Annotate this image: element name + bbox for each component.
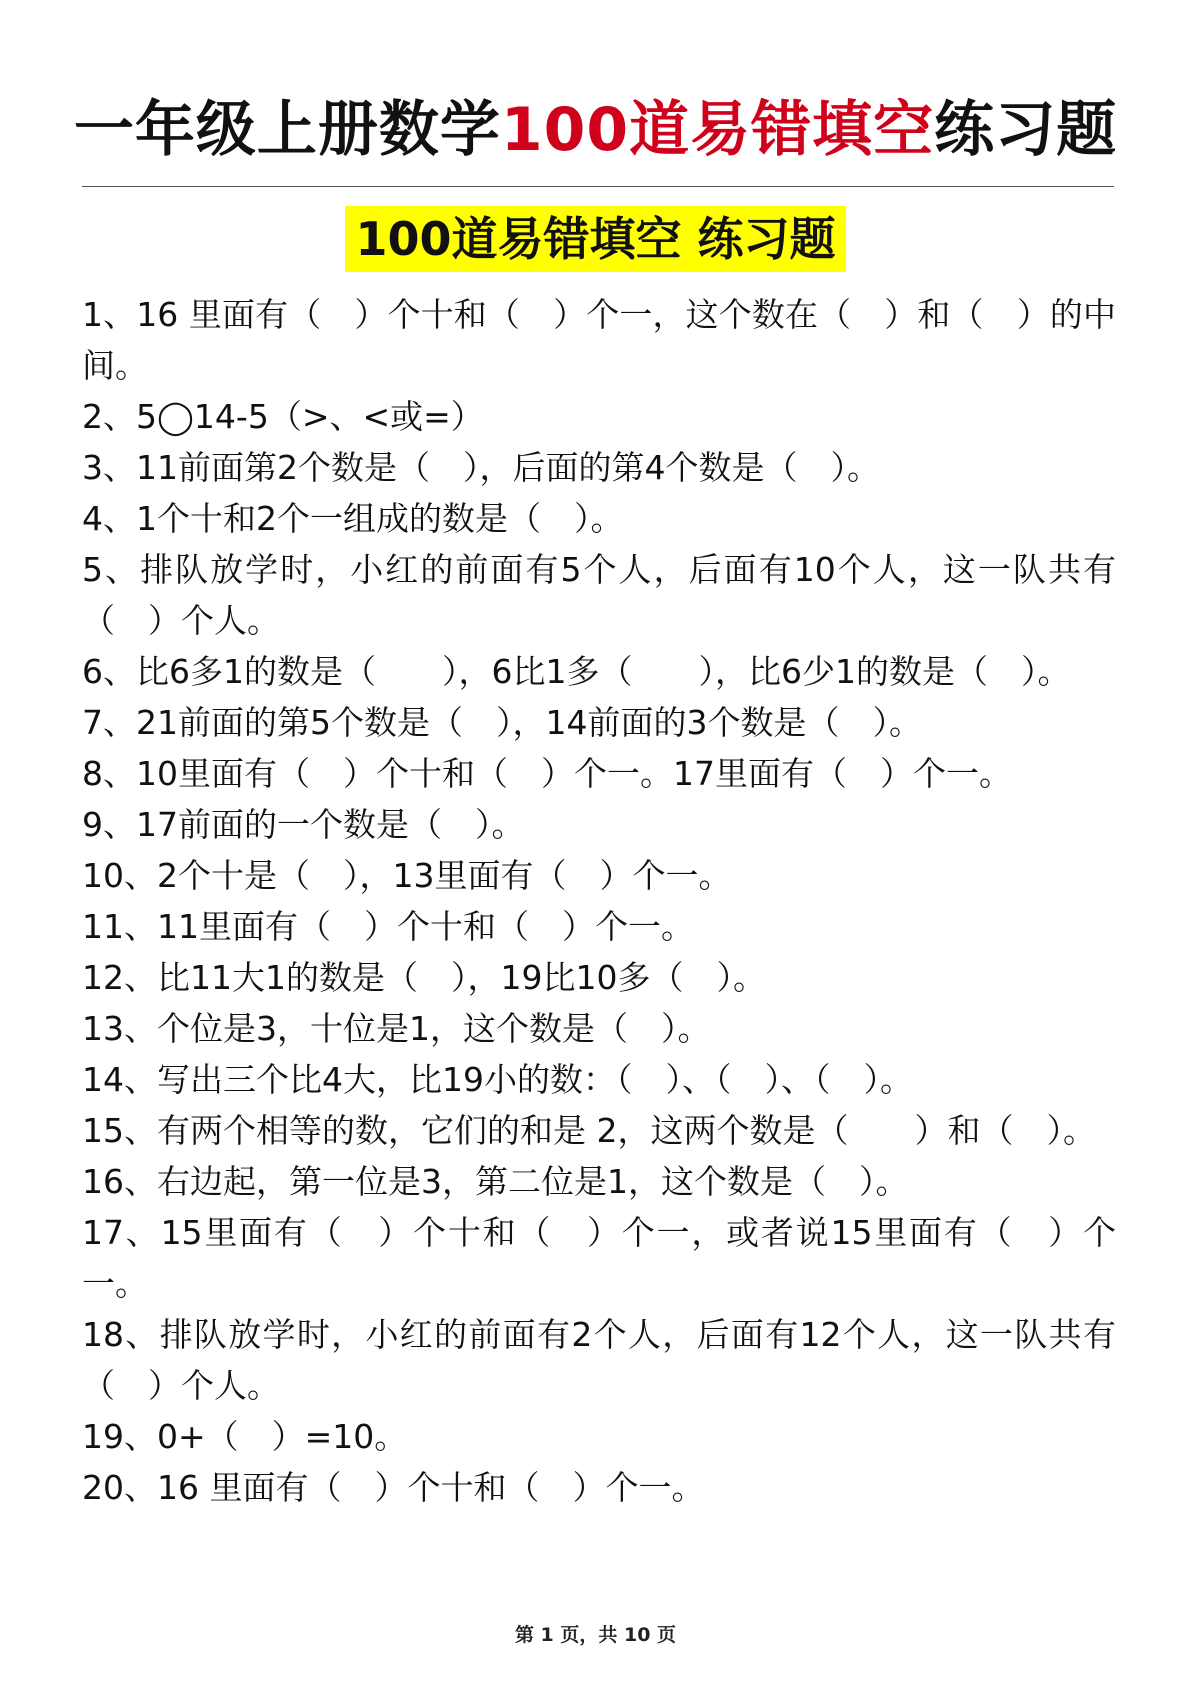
title-accent: 100道易错填空: [500, 95, 935, 165]
question-item: 18、排队放学时，小红的前面有2个人，后面有12个人，这一队共有（ ）个人。: [82, 1315, 1116, 1405]
page-title: [0, 90, 1191, 170]
question-item: 8、10里面有（ ）个十和（ ）个一。17里面有（ ）个一。: [82, 754, 1012, 793]
section-banner: [0, 206, 1191, 272]
question-list: [82, 289, 1116, 1513]
question-item: 2、5◯14-5（>、<或=）: [82, 397, 484, 436]
question-item: 16、右边起，第一位是3，第二位是1，这个数是（ ）。: [82, 1162, 909, 1201]
question-item: 4、1个十和2个一组成的数是（ ）。: [82, 499, 624, 538]
question-item: 12、比11大1的数是（ ），19比10多（ ）。: [82, 958, 766, 997]
title-part-1: 一年级上册数学: [73, 95, 501, 165]
title-divider: [82, 186, 1114, 187]
question-item: 5、排队放学时，小红的前面有5个人，后面有10个人，这一队共有（ ）个人。: [82, 550, 1116, 640]
question-item: 9、17前面的一个数是（ ）。: [82, 805, 525, 844]
question-item: 14、写出三个比4大，比19小的数：（ ）、（ ）、（ ）。: [82, 1060, 913, 1099]
question-item: 11、11里面有（ ）个十和（ ）个一。: [82, 907, 694, 946]
section-banner-label: 100道易错填空 练习题: [345, 206, 845, 272]
question-item: 19、0+（ ）=10。: [82, 1417, 408, 1456]
question-item: 7、21前面的第5个数是（ ），14前面的3个数是（ ）。: [82, 703, 922, 742]
question-item: 13、个位是3，十位是1，这个数是（ ）。: [82, 1009, 711, 1048]
question-item: 3、11前面第2个数是（ ），后面的第4个数是（ ）。: [82, 448, 880, 487]
question-item: 10、2个十是（ ），13里面有（ ）个一。: [82, 856, 732, 895]
title-part-2: 练习题: [934, 95, 1118, 165]
question-item: 17、15里面有（ ）个十和（ ）个一，或者说15里面有（ ）个一。: [82, 1213, 1116, 1303]
question-item: 1、16 里面有（ ）个十和（ ）个一，这个数在（ ）和（ ）的中间。: [82, 295, 1116, 385]
question-item: 15、有两个相等的数，它们的和是 2，这两个数是（ ）和（ ）。: [82, 1111, 1096, 1150]
page-footer: 第 1 页，共 10 页: [514, 1624, 677, 1646]
question-item: 6、比6多1的数是（ ），6比1多（ ），比6少1的数是（ ）。: [82, 652, 1071, 691]
question-item: 20、16 里面有（ ）个十和（ ）个一。: [82, 1468, 705, 1507]
